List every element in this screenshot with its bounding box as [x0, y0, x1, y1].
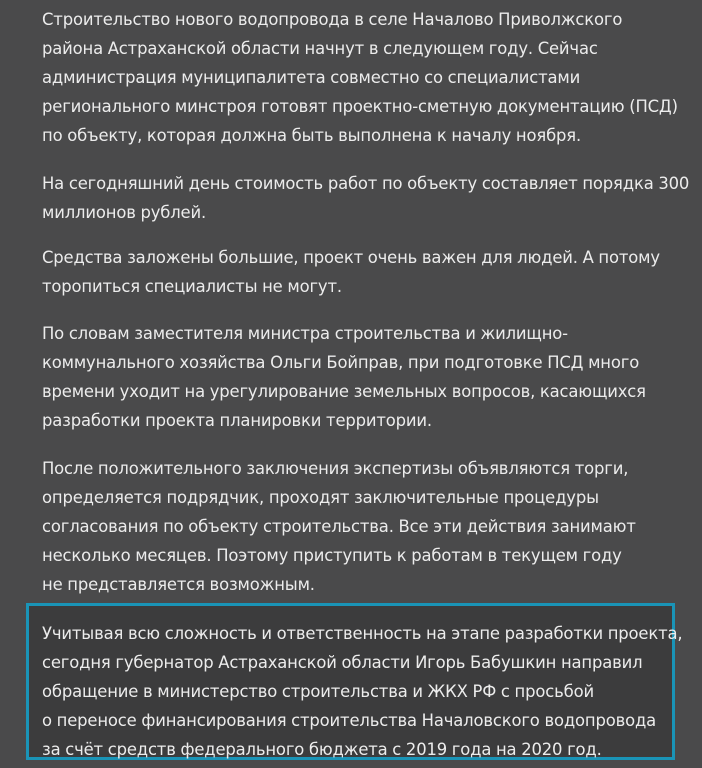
- highlighted-paragraph: [42, 619, 682, 764]
- paragraph-line: по объекту, которая должна быть выполнена к началу ноября.: [42, 126, 582, 145]
- paragraph-line: разработки проекта планировки территории.: [42, 411, 432, 430]
- paragraph-2: [42, 169, 690, 227]
- paragraph-4: [42, 319, 682, 435]
- paragraph-3: [42, 243, 682, 301]
- paragraph-1: [42, 5, 682, 150]
- paragraph-line: обращение в министерство строительства и ЖКХ РФ с просьбой: [42, 682, 594, 701]
- paragraph-line: По словам заместителя министра строительства и жилищно-: [42, 324, 568, 343]
- paragraph-line: коммунального хозяйства Ольги Бойправ, при подготовке ПСД много: [42, 353, 640, 372]
- paragraph-line: времени уходит на урегулирование земельных вопросов, касающихся: [42, 382, 646, 401]
- paragraph-line: После положительного заключения экспертизы объявляются торги,: [42, 459, 629, 478]
- paragraph-line: Средства заложены большие, проект очень важен для людей. А потому: [42, 248, 660, 267]
- paragraph-line: администрация муниципалитета совместно со специалистами: [42, 68, 581, 87]
- paragraph-line: несколько месяцев. Поэтому приступить к работам в текущем году: [42, 546, 622, 565]
- paragraph-5: [42, 454, 682, 599]
- paragraph-line: о переносе финансирования строительства Началовского водопровода: [42, 711, 657, 730]
- paragraph-line: миллионов рублей.: [42, 203, 207, 222]
- paragraph-line: не представляется возможным.: [42, 575, 315, 594]
- paragraph-line: района Астраханской области начнут в следующем году. Сейчас: [42, 39, 598, 58]
- paragraph-line: за счёт средств федерального бюджета с 2019 года на 2020 год.: [42, 740, 602, 759]
- paragraph-line: Строительство нового водопровода в селе Началово Приволжского: [42, 10, 623, 29]
- paragraph-line: определяется подрядчик, проходят заключительные процедуры: [42, 488, 599, 507]
- paragraph-line: Учитывая всю сложность и ответственность на этапе разработки проекта,: [42, 624, 683, 643]
- paragraph-line: торопиться специалисты не могут.: [42, 277, 342, 296]
- paragraph-line: сегодня губернатор Астраханской области Игорь Бабушкин направил: [42, 653, 643, 672]
- paragraph-line: согласования по объекту строительства. Все эти действия занимают: [42, 517, 636, 536]
- paragraph-line: регионального минстроя готовят проектно-сметную документацию (ПСД): [42, 97, 678, 116]
- paragraph-line: На сегодняшний день стоимость работ по объекту составляет порядка 300: [42, 174, 690, 193]
